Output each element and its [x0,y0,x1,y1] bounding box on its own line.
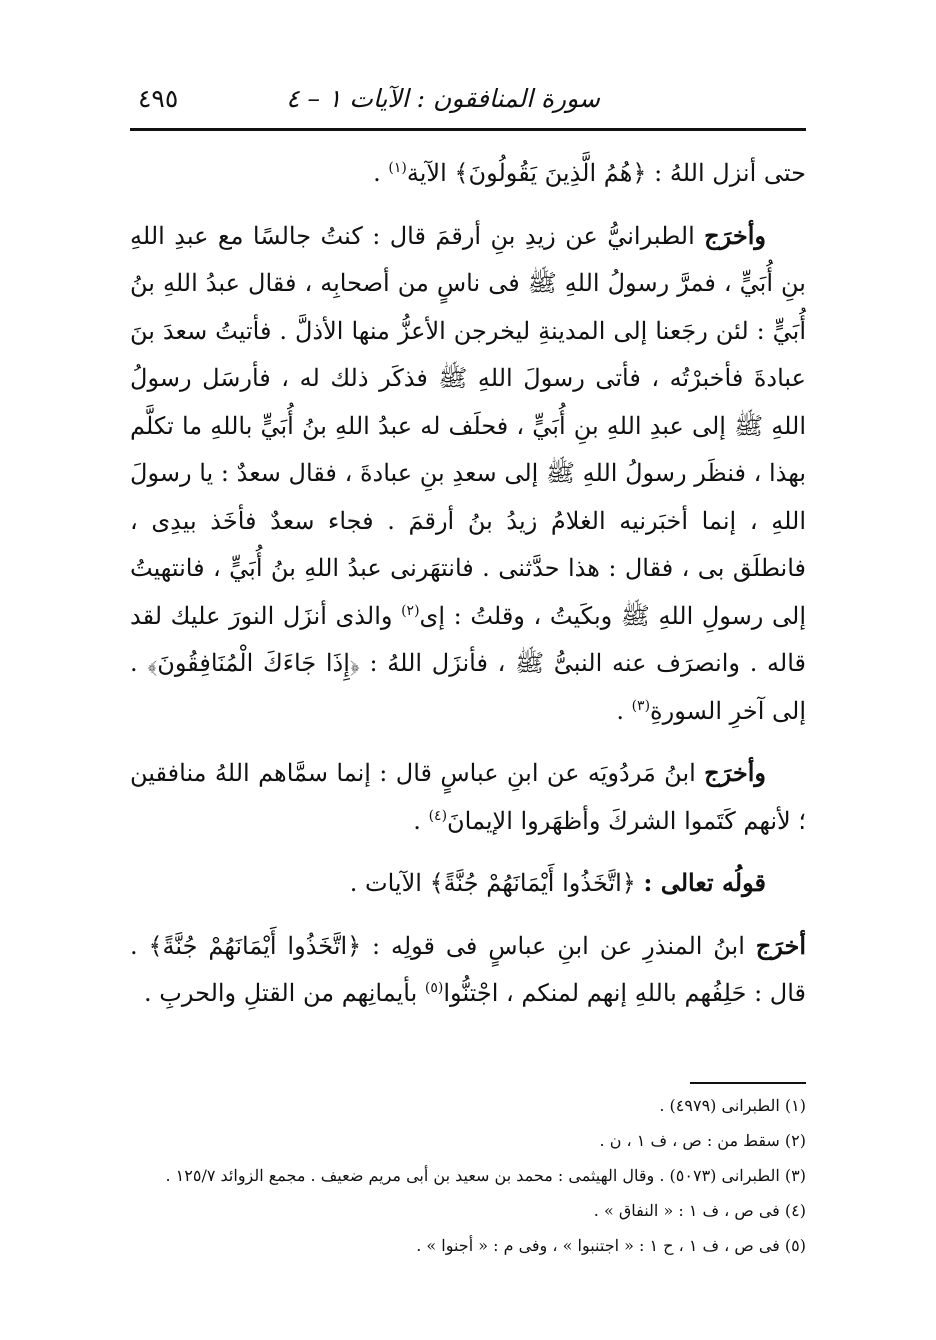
heading-lead: قولُه تعالى : [643,868,766,897]
footnotes [120,1088,806,1263]
paragraph-3 [130,749,806,845]
footnote-2: (٢) سقط من : ص ، ف ١ ، ن . [599,1131,806,1150]
paragraph-tail: . [373,159,389,187]
paragraph-text: ابنُ مَردُويَه عن ابنِ عباسٍ قال : إنما سمَّاهم اللهُ منافقين ؛ لأنهم كَتَموا الشركَ وأظهَروا الإيمانَ [130,759,806,835]
footnote-ref: (٣) [631,697,651,714]
footnote-ref: (٤) [428,807,448,824]
paragraph-tail: بأيمانِهم من القتلِ والحربِ . [143,979,425,1007]
paragraph-lead: أخرَج [755,930,806,960]
footnote-ref: (١) [388,160,407,176]
footnote-5: (٥) فى ص ، ف ١ ، ح ١ : « اجتنبوا » ، وفى م : « أجنوا » . [416,1236,806,1255]
paragraph-2 [130,212,806,736]
paragraph-tail: . [413,806,429,835]
footnote-1: (١) الطبرانى (٤٩٧٩) . [659,1096,806,1115]
paragraph-lead: وأخرَج [704,220,766,250]
header-title: سورة المنافقون : الآيات ١ – ٤ [286,84,600,113]
footnote-4: (٤) فى ص ، ف ١ : « النفاق » . [593,1201,806,1220]
footnote-ref: (٥) [424,980,444,996]
section-heading [130,859,806,908]
footnote-rule [690,1082,806,1084]
paragraph-tail: . [616,696,632,725]
paragraph-1 [130,150,806,198]
footnote-ref: (٢) [401,602,420,619]
page-number: ٤٩٥ [138,84,179,113]
paragraph-5 [130,922,806,1018]
paragraph-text: والذى أنزَل النورَ عليك لقد قاله . وانصرَف عنه النبىُّ ﷺ ، فأنزَل اللهُ : ﴿إِذَا جَاءَكَ الْمُنَافِقُونَ﴾ . إلى آخرِ السورةِ [130,601,806,725]
paragraph-lead: وأخرَج [704,758,766,787]
paragraph-text: الطبرانيُّ عن زيدِ بنِ أرقمَ قال : كنتُ جالسًا مع عبدِ اللهِ بنِ أُبَيٍّ ، فمرَّ رسولُ اللهِ ﷺ فى ناسٍ من أصحابِه ، فقال عبدُ اللهِ بنُ أُبَيٍّ : لئن رجَعنا إلى المدينةِ ليخرجن الأعزُّ منها الأذلَّ . فأتيتُ سعدَ بنَ عبادةَ فأخبرْتُه ، فأتى رسولَ اللهِ ﷺ فذكَر ذلك له ، فأرسَل رسولُ اللهِ ﷺ إلى عبدِ اللهِ بنِ أُبَيٍّ ، فحلَف له عبدُ اللهِ بنُ أُبَيٍّ باللهِ ما تكلَّم بهذا ، فنظَر رسولُ اللهِ ﷺ إلى سعدِ بنِ عبادةَ ، فقال سعدٌ : يا رسولَ اللهِ ، إنما أخبَرنيه الغلامُ زيدُ بنُ أرقمَ . فجاء سعدٌ فأخَذ بيدِى ، فانطلَق بى ، فقال : هذا حدَّثنى . فانتهَرنى عبدُ اللهِ بنُ أُبَيٍّ ، فانتهيتُ إلى رسولِ اللهِ ﷺ وبكَيتُ ، وقلتُ : إى [130,221,807,630]
header-rule [130,128,806,131]
paragraph-text: ابنُ المنذرِ عن ابنِ عباسٍ فى قولِه : ﴿اتَّخَذُوا أَيْمَانَهُمْ جُنَّةً﴾ . قال : حَلِفُهم باللهِ إنهم لمنكم ، اجْتنُّوا [130,931,806,1007]
paragraph-text: حتى أنزل اللهُ : ﴿هُمُ الَّذِينَ يَقُولُونَ﴾ الآية [406,159,806,187]
main-text [130,150,806,1018]
running-header [130,78,810,118]
footnote-3: (٣) الطبرانى (٥٠٧٣) . وقال الهيثمى : محمد بن سعيد بن أبى مريم ضعيف . مجمع الزوائد ١٢٥/٧ . [165,1166,806,1185]
heading-text: ﴿اتَّخَذُوا أَيْمَانَهُمْ جُنَّةً﴾ الآيات . [349,869,644,897]
